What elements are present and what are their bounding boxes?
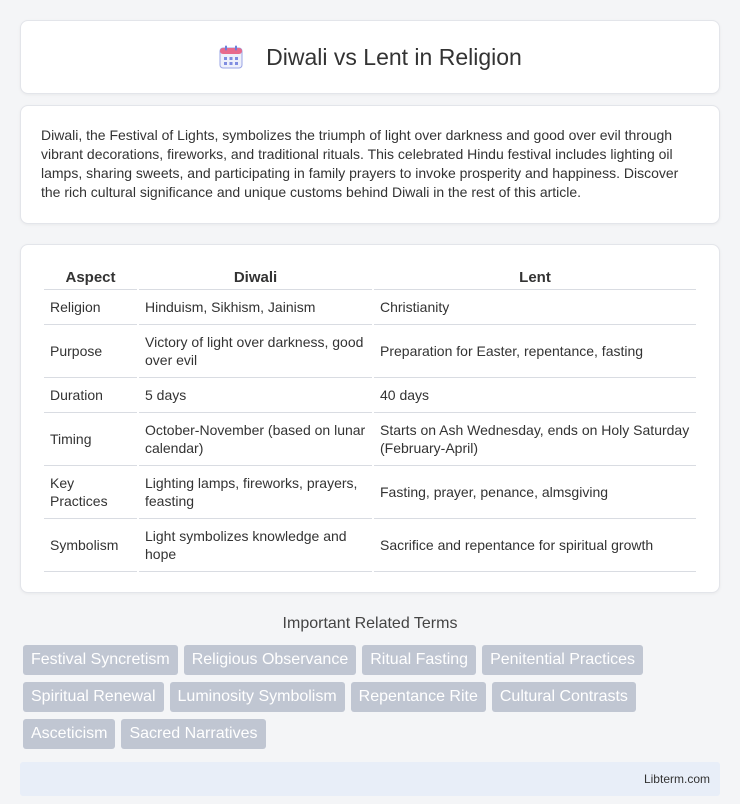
cell-lent: Christianity xyxy=(374,290,696,325)
related-term-tag[interactable]: Spiritual Renewal xyxy=(23,682,164,712)
cell-diwali: Light symbolizes knowledge and hope xyxy=(139,519,372,572)
table-row xyxy=(44,290,696,325)
cell-diwali: October-November (based on lunar calendar) xyxy=(139,413,372,466)
related-term-tag[interactable]: Festival Syncretism xyxy=(23,645,178,675)
table-row xyxy=(44,378,696,413)
cell-diwali: Hinduism, Sikhism, Jainism xyxy=(139,290,372,325)
page-footer xyxy=(20,762,720,796)
intro-section xyxy=(20,105,720,224)
cell-aspect: Duration xyxy=(44,378,137,413)
calendar-icon xyxy=(218,44,244,70)
related-terms-title: Important Related Terms xyxy=(282,615,458,632)
cell-lent: 40 days xyxy=(374,378,696,413)
related-term-tag[interactable]: Sacred Narratives xyxy=(121,719,265,749)
related-term-tag[interactable]: Luminosity Symbolism xyxy=(170,682,345,712)
cell-diwali: Lighting lamps, fireworks, prayers, feasting xyxy=(139,466,372,519)
related-terms-list xyxy=(20,633,720,749)
cell-diwali: Victory of light over darkness, good over evil xyxy=(139,325,372,378)
cell-lent: Fasting, prayer, penance, almsgiving xyxy=(374,466,696,519)
column-header-lent: Lent xyxy=(374,263,696,290)
cell-lent: Sacrifice and repentance for spiritual growth xyxy=(374,519,696,572)
comparison-table xyxy=(42,263,698,572)
cell-aspect: Religion xyxy=(44,290,137,325)
footer-brand-link[interactable]: Libterm.com xyxy=(643,772,710,786)
cell-aspect: Symbolism xyxy=(44,519,137,572)
related-term-tag[interactable]: Cultural Contrasts xyxy=(492,682,636,712)
related-term-tag[interactable]: Religious Observance xyxy=(184,645,357,675)
cell-aspect: Key Practices xyxy=(44,466,137,519)
table-header-row xyxy=(44,263,696,290)
table-row xyxy=(44,413,696,466)
table-row xyxy=(44,466,696,519)
related-term-tag[interactable]: Repentance Rite xyxy=(351,682,486,712)
cell-aspect: Timing xyxy=(44,413,137,466)
page-title: Diwali vs Lent in Religion xyxy=(266,43,522,70)
table-row xyxy=(44,519,696,572)
comparison-table-card xyxy=(20,244,720,593)
intro-text: Diwali, the Festival of Lights, symbolizes the triumph of light over darkness and good over evil through vibrant decorations, fireworks, and traditional rituals. This celebrated Hindu festival includes lighting oil lamps, sharing sweets, and participating in family prayers to invoke prosperity and happiness. Discover the rich cultural significance and unique customs behind Diwali in the rest of this article. xyxy=(41,127,679,200)
column-header-diwali: Diwali xyxy=(139,263,372,290)
table-row xyxy=(44,325,696,378)
cell-lent: Starts on Ash Wednesday, ends on Holy Saturday (February-April) xyxy=(374,413,696,466)
column-header-aspect: Aspect xyxy=(44,263,137,290)
cell-diwali: 5 days xyxy=(139,378,372,413)
related-term-tag[interactable]: Ritual Fasting xyxy=(362,645,476,675)
related-term-tag[interactable]: Asceticism xyxy=(23,719,115,749)
page-header xyxy=(20,20,720,94)
cell-aspect: Purpose xyxy=(44,325,137,378)
cell-lent: Preparation for Easter, repentance, fasting xyxy=(374,325,696,378)
related-term-tag[interactable]: Penitential Practices xyxy=(482,645,643,675)
